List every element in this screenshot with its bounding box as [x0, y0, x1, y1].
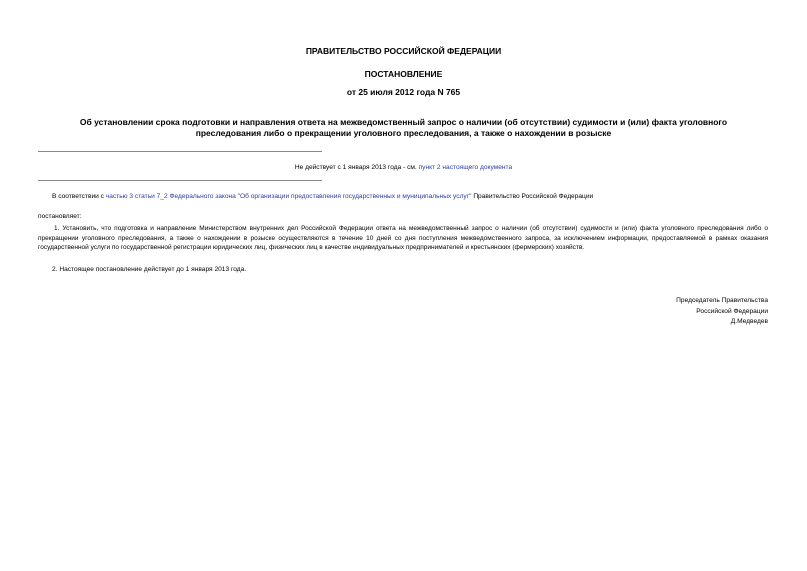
- document-date-number: от 25 июля 2012 года N 765: [346, 87, 461, 97]
- signature-position-line1: Председатель Правительства: [676, 297, 768, 304]
- government-heading: ПРАВИТЕЛЬСТВО РОССИЙСКОЙ ФЕДЕРАЦИИ: [305, 46, 502, 56]
- notice-divider-bottom: [38, 180, 322, 181]
- document-type-heading: ПОСТАНОВЛЕНИЕ: [364, 69, 443, 79]
- validity-notice-text: Не действует с 1 января 2013 года - см.: [294, 164, 419, 171]
- validity-notice-link[interactable]: пункт 2 настоящего документа: [418, 164, 513, 171]
- document-title: Об установлении срока подготовки и направления ответа на межведомственный запрос о наличии (об отсутствии) судимости и (или) факта уголовного преследования либо о прекращении уголовного преследования, а также о нахождении в розыске: [79, 117, 728, 138]
- notice-divider-top: [38, 151, 322, 152]
- item-2-paragraph: 2. Настоящее постановление действует до 1 января 2013 года.: [52, 266, 247, 273]
- item-1-paragraph: 1. Установить, что подготовка и направление Министерством внутренних дел Российской Федерации ответа на межведомственный запрос о наличии (об отсутствии) судимости и (или) факта уголовного преследования либо о прекращении уголовного преследования, а также о нахождении в розыске осуществляются в течение 10 дней со дня поступления межведомственного запроса, за исключением информации, предоставляемой в рамках оказания государственной услуги по государственной регистрации юридических лиц, физических лиц в качестве индивидуальных предпринимателей и крестьянских (фермерских) хозяйств.: [38, 225, 768, 252]
- legal-basis-paragraph: [52, 192, 772, 201]
- legal-basis-prefix: В соответствии с: [52, 193, 106, 200]
- signature-name: Д.Медведев: [730, 318, 768, 325]
- federal-law-link[interactable]: частью 3 статьи 7_2 Федерального закона "Об организации предоставления государственных и муниципальных услуг": [105, 193, 472, 200]
- validity-notice: [0, 163, 807, 172]
- signature-position-line2: Российской Федерации: [696, 307, 768, 315]
- signature-block: [676, 296, 768, 328]
- legal-basis-suffix: Правительство Российской Федерации: [471, 193, 594, 200]
- resolves-paragraph: постановляет:: [38, 213, 82, 220]
